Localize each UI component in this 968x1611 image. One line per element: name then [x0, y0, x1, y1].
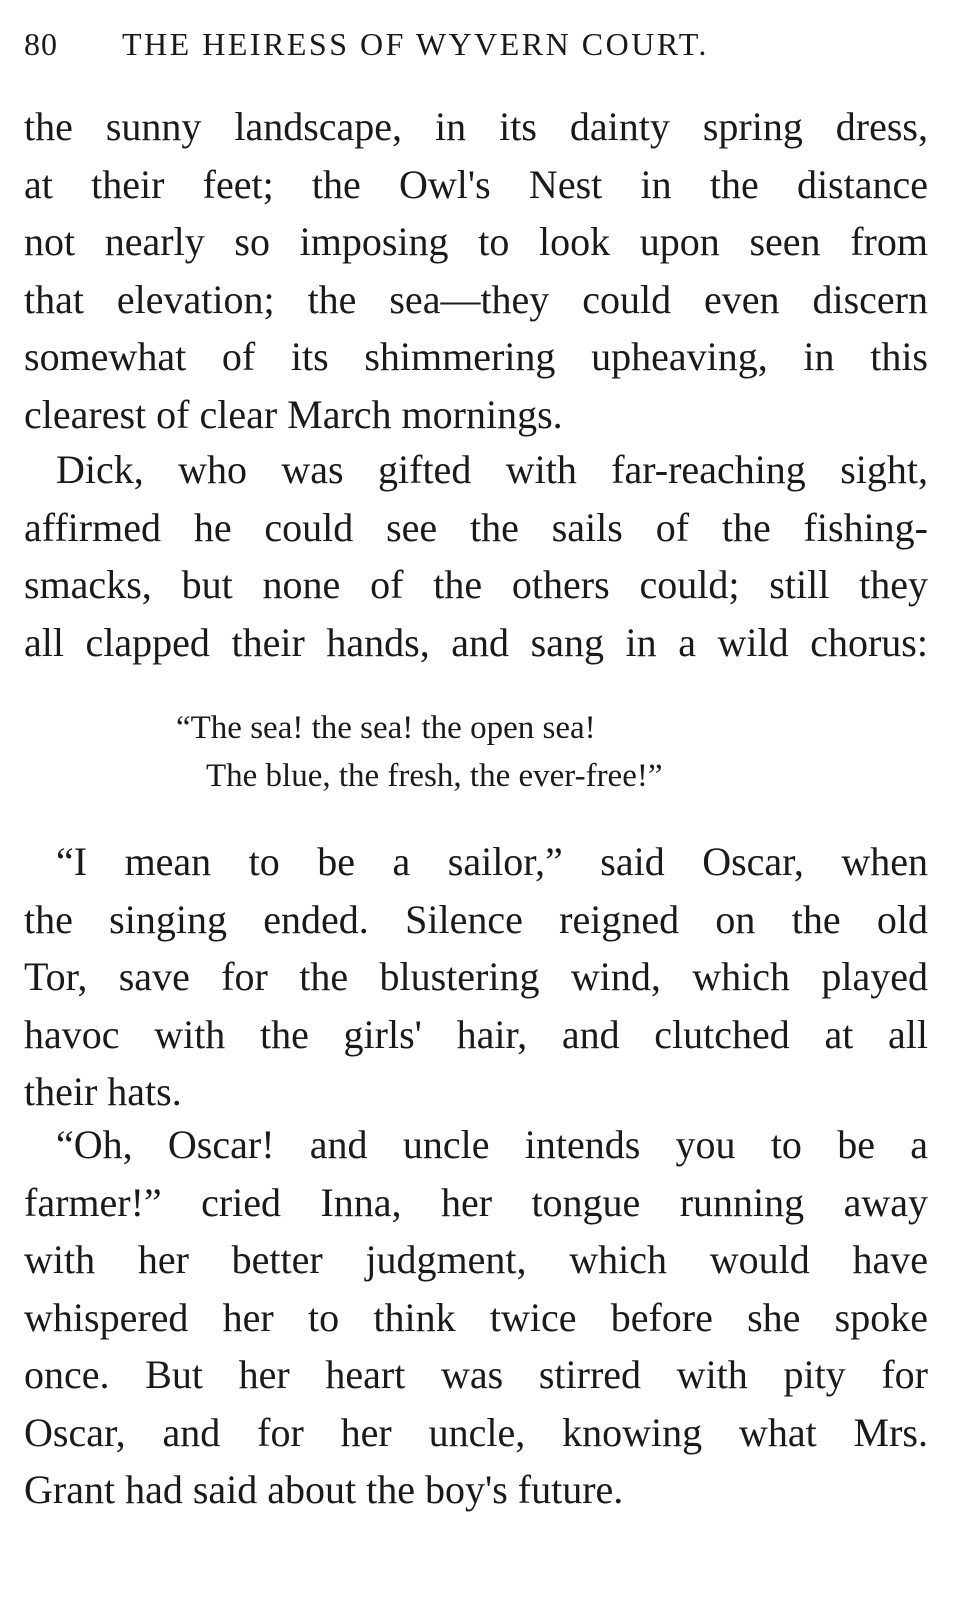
text-line: the sunny landscape, in its dainty spring dress,	[24, 104, 928, 149]
text-line: all clapped their hands, and sang in a wild chorus:	[24, 619, 928, 665]
verse-line: “The sea! the sea! the open sea!	[176, 710, 596, 746]
text-line: with her better judgment, which would have	[24, 1237, 928, 1282]
running-title: THE HEIRESS OF WYVERN COURT.	[122, 26, 709, 62]
text-line: smacks, but none of the others could; still they	[24, 562, 928, 607]
text-line: “I mean to be a sailor,” said Oscar, when	[56, 839, 928, 884]
paragraph-1	[24, 98, 928, 443]
text-line: affirmed he could see the sails of the fishing-	[24, 504, 928, 550]
text-line: Grant had said about the boy's future.	[24, 1467, 624, 1512]
running-head	[24, 22, 924, 66]
text-line: at their feet; the Owl's Nest in the distance	[24, 161, 928, 207]
text-line: havoc with the girls' hair, and clutched at all	[24, 1011, 928, 1057]
text-line: once. But her heart was stirred with pity for	[24, 1352, 928, 1397]
text-line: Dick, who was gifted with far-reaching sight,	[56, 447, 928, 492]
text-line: whispered her to think twice before she spoke	[24, 1294, 928, 1340]
text-line: the singing ended. Silence reigned on the old	[24, 896, 928, 942]
text-line: somewhat of its shimmering upheaving, in this	[24, 334, 928, 379]
text-line: Oscar, and for her uncle, knowing what Mrs.	[24, 1409, 928, 1455]
text-line: farmer!” cried Inna, her tongue running away	[24, 1179, 928, 1225]
text-line: their hats.	[24, 1069, 182, 1114]
text-line: that elevation; the sea—they could even discern	[24, 276, 928, 322]
text-line: “Oh, Oscar! and uncle intends you to be a	[56, 1122, 928, 1167]
text-line: not nearly so imposing to look upon seen from	[24, 219, 928, 264]
page-number: 80	[24, 26, 58, 62]
text-line: clearest of clear March mornings.	[24, 391, 563, 437]
paragraph-3	[24, 833, 928, 1121]
text-line: Tor, save for the blustering wind, which played	[24, 954, 928, 999]
paragraph-4	[24, 1116, 928, 1519]
verse-line: The blue, the fresh, the ever-free!”	[206, 758, 663, 794]
paragraph-2	[24, 441, 928, 671]
